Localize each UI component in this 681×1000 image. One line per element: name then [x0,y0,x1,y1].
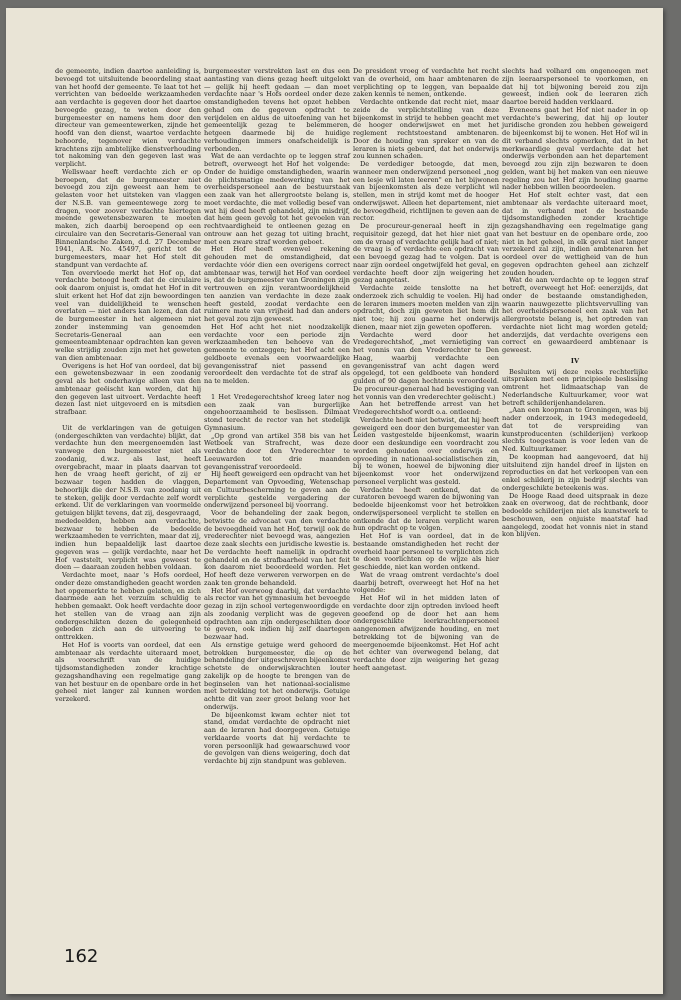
paragraph: Verdachte heeft niet betwist, dat hij heeft geweigerd een door den burgemeester van Leiden vastgestelde bijeenkomst, waarin door een deskundige een voordracht zou worden gehouden over onderwijs en opvoeding in nationaal-socialistischen zin, bij te wonen, hoewel de bijwoning dier bijeenkomst voor het onderwijzend personeel verplicht was gesteld. [353,415,499,486]
paragraph: „Op grond van artikel 358 bis van het Wetboek van Strafrecht, was deze verdachte door den Vrederechter te Leeuwarden tot drie maanden gevangenisstraf veroordeeld. [204,431,350,471]
paragraph: Wellswaar heeft verdachte zich er op beroepen, dat de burgemeester niet bevoegd zou zijn geweest aan hem te gelasten voor het uitsteken van vlaggen der N.S.B. van gemeentewege zorg te dragen, voor zoover verdachte hiertegen meende gewetensbezwaren te moeten maken, zich daarbij beroepend op een circulaire van den Secretaris-Generaal van Binnenlandsche Zaken, d.d. 27 December 1941, A.R. No. 45497, gericht tot de burgemeesters, maar het Hof stelt dit standpunt van verdachte af. [55,167,201,269]
paragraph: De koopman had aangevoerd, dat hij uitsluitend zijn handel dreef in lijsten en reproducties en dat het verkoopen van een enkel schilderij in zijn bedrijf slechts van ondergeschikte beteekenis was. [502,452,648,492]
paragraph: Wat de vraag omtrent verdachte's doel daarbij betreft, overweegt het Hof na het volgende: [353,570,499,595]
paragraph: Wat de aan verdachte op te leggen straf betreft, overweegt het Hof het volgende: Onder de huidige omstandigheden, waarin de plichtsmatige medewerking van het overheidspersoneel aan de bestuurstaak een zaak van het allergrootste belang is, moet verdachte, die met volledig besef van wat hij deed heeft gehandeld, zijn misdrijf, dat hem geen gevolg tot het gevoelen van rechtvaardigheid te ontleenen gezag en ontrouw aan het gezag tot uiting bracht, met een zware straf worden geboet. [204,152,350,246]
text-column-4 [502,68,648,539]
paragraph: De bijeenkomst kwam echter niet tot stand, omdat verdachte de opdracht niet aan de leraren had doorgegeven. Getuige verklaarde voorts dat hij verdachte te voren persoonlijk had gewaarschuwd voor de gevolgen van diens weigering, doch dat verdachte bij zijn standpunt was gebleven. [204,710,350,765]
paragraph: „Aan een koopman te Groningen, was bij nader onderzoek, in 1943 medegedeeld, dat tot de verspreiding van kunstproducenten (schilderijen) verkoop slechts toegestaan is voor leden van de Ned. Kultuurkamer. [502,406,648,453]
paragraph: Het Hof is voorts van oordeel, dat een ambtenaar als verdachte uiteraard moet, als voorschrift van de huidige tijdsomstandigheden zonder krachtige gezagshandhaving een regelmatige gang van het bestuur en de openbare orde in het geheel niet langer zal kunnen worden verzekerd. [55,640,201,703]
text-column-2 [204,68,350,766]
page-number: 162 [64,946,99,967]
paragraph: Wat de aan verdachte op te leggen straf betreft, overweegt het Hof: eenerzijds, dat onder de bestaande omstandigheden, waarin nauwgezette plichtsvervulling van het overheidspersoneel een zaak van het allergrootste belang is, het optreden van verdachte niet licht mag worden geteld; anderzijds, dat verdachte overigens een correct en gewaardeerd ambtenaar is geweest. [502,276,648,354]
paragraph: de gemeente, indien daartoe aanleiding is, bevoegd tot uitsluitende beoordeling staat van het hoofd der gemeente. Te laat tot het verrichten van bedoelde werkzaamheden aan verdachte is gegeven door het daartoe bevoegde gezag, te weten door den burgemeester en namens hem door den directeur van gemeentewerken, zijnde het hoofd van den dienst, waartoe verdachte behoorde, tegenover wien verdachte krachtens zijn ambtelijke dienstverhouding tot nakoming van den gegeven last was verplicht. [55,67,201,168]
paragraph: slechts had volhard om ongenoegen met zijn leeraarspersoneel te voorkomen, en dat hij tot bijwoning bereid zou zijn geweest, indien ook de leeraren zich daartoe bereid hadden verklaard. [502,67,648,106]
paragraph: Voor de behandeling der zaak begon, betwistte de advocaat van den verdachte de bevoegdheid van het Hof, terwijl ook de vrederechter niet bevoegd was, aangezien deze zaak slechts een juridische kwestie is. De verdachte heeft namelijk in opdracht gehandeld en de strafbaarheid van het feit kon daarom niet beoordeeld worden. Het Hof heeft deze verweren verworpen en de zaak ten gronde behandeld. [204,509,350,587]
paragraph: Het Hof is van oordeel, dat in de bestaande omstandigheden het recht der overheid haar personeel te verplichten zich te doen voorlichten op de wijze als hier geschiedde, niet kan worden ontkend. [353,532,499,571]
paragraph: Het Hof wil in het midden laten of verdachte door zijn optreden invloed heeft geoefend op de door het aan hem ondergeschikte leerkrachtenpersoneel aangenomen afwijzende houding, en met betrekking tot de bijwoning van de meergenoemde bijeenkomst. Het Hof acht het echter van overwegend belang, dat verdachte door zijn weigering het gezag heeft aangetast. [353,594,499,672]
section-number: IV [570,356,580,365]
paragraph: De Hooge Raad deed uitspraak in deze zaak en overwoog, dat de rechtbank, door bedoelde schilderijen niet als kunstwerk te beschouwen, een onjuiste maatstaf had aangelegd, zoodat het vonnis niet in stand kon blijven. [502,491,648,539]
paragraph: De procureur-generaal heeft in zijn requisitoir gezegd, dat het hier niet gaat om de vraag of verdachte gelijk had of niet; de vraag is of verdachte een opdracht van een bevoegd gezag had te volgen. Dat is naar zijn oordeel ongetwijfeld het geval, en verdachte heeft door zijn weigering het gezag aangetast. [353,222,499,285]
paragraph: Verdachte heeft ontkend, dat de curatoren bevoegd waren de bijwoning van bedoelde bijeenkomst voor het betrokken onderwijspersoneel verplicht te stellen en ontkende dat de leraren verplicht waren hun opdracht op te volgen. [353,485,499,533]
text-column-3 [353,68,499,673]
paragraph: Verdachte ontkende dat recht niet, maar zeide de verplichtstelling van deze bijeenkomst in strijd te hebben geacht met de hooger onderwijswet en met het reglement rechtstoestand ambtenaren. Door de houding van spreker en van de leraren is niets gebeurd, dat het onderwijs zou kunnen schaden. [353,98,499,161]
paragraph: Verdachte zeide tenslotte na het onderzoek zich schuldig te voelen. Hij had de leraren immers moeten melden van zijn opdracht, doch zijn geweten liet hem dit niet toe; hij zou gaarne het onderwijs dienen, maar niet zijn geweten opofferen. [353,284,499,331]
paragraph: Hij heeft geweigerd een opdracht van het Departement van Opvoeding, Wetenschap en Cultuurbescherming te geven aan de verplichte gestelde vergadering der onderwijzend personeel bij voorrang. [204,470,350,510]
paragraph: Eveneens gaat het Hof niet nader in op verdachte's bewering, dat hij op louter juridische gronden zou hebben geweigerd de bijeenkomst bij te wonen. Het Hof wil in dit verband slechts opmerken, dat in het merkwaardige geval verdachte dat het onderwijs verbonden aan het departement bevoegd zou zijn zijn bezwaren te doen gelden, want bij het maken van een nieuwe regeling zou het Hof zijn houding gaarne nader hebben willen beoordeelen. [502,105,648,192]
paragraph: 1 Het Vredegerechtshof kreeg later nog een zaak van burgerlijke ongehoorzaamheid te beslissen. Dilmaat stond terecht de rector van het stedelijk Gymnasium. [204,392,350,432]
paragraph: Besluiten wij deze reeks rechterlijke uitspraken met een principieele beslissing omtrent het lidmaatschap van de Nederlandsche Kultuurkamer, voor wat betreft schilderijenhandelaren. [502,367,648,407]
paragraph: Ten overvloede merkt het Hof op, dat verdachte betoogd heeft dat de circulaire ook daarom onjuist is, omdat het Hof in dit sluit erkent het Hof dat zijn bewoordingen veel van duidelijkheid te wenschen overlaten — niet anders kan lezen, dan dat de burgemeester in het algemeen niet zonder instemming van genoemden Secretaris-Generaal aan een gemeenteambtenaar opdrachten kan geven welke strijdig zouden zijn met het geweten van dien ambtenaar. [55,268,201,362]
paragraph: Het Hof overwoog daarbij, dat verdachte als rector van het gymnasium het bevoegde gezag in zijn school vertegenwoordigde en als zoodanig verplicht was de gegeven opdrachten aan zijn ondergeschikten door te geven, ook indien hij zelf daartegen bezwaar had. [204,586,350,641]
paragraph: Het Hof heeft evenwel rekening gehouden met de omstandigheid, dat verdachte vóór dien een overigens correct ambtenaar was, terwijl het Hof van oordeel is, dat de burgemeester van Groningen zijn vertrouwen en zijn verantwoordelijkheid ten aanzien van verdachte in deze zaak heeft gesteld, zoodat verdachte een ruimere mate van vrijheid had dan anders het geval zou zijn geweest. [204,245,350,323]
text-column-1 [55,68,201,704]
paragraph: Het Hof stelt echter vast, dat een ambtenaar als verdachte uiteraard moet, dat in verband met de bestaande tijdsomstandigheden zonder krachtige gezagshandhaving een regelmatige gang van het bestuur en de openbare orde, zoo niet in het geheel, in elk geval niet langer verzekerd zal zijn, indien ambtenaren het oordeel over de wettigheid van de hun gegeven opdrachten geheel aan zichzelf zouden houden. [502,191,648,277]
paragraph: De verdediger betoogde, dat men, wanneer men onderwijzend personeel „nog een lesje wil laten leeren" en het bijwonen van bijeenkomsten als deze verplicht wil stellen, men in strijd komt met de hooger onderwijswet. Alleen het departement, niet de bevoegdheid, richtlijnen te geven aan de rector. [353,160,499,223]
paragraph: Het Hof acht het niet noodzakelijk verdachte voor een periode zijn werkzaamheden ten behoeve van de gemeente te ontzeggen; het Hof acht een geldboete evenals een voorwaardelijke gevangenisstraf niet passend en veroordeelt den verdachte tot de straf als na te melden. [204,322,350,385]
paragraph: burgemeester verstrekten last en dus een aantasting van diens gezag heeft uitgelokt — gelijk hij heeft gedaan — dan moet verdachte naar 's Hofs oordeel onder deze omstandigheden tevens het opzet hebben gehad om de gegeven opdracht te verijdelen en aldus de uitoefening van het gemeentelijk gezag te belemmeren, hetgeen daarmede bij de huidige verhoudingen immers onafscheidelijk is verbonden. [204,67,350,153]
paragraph: Verdachte moet, naar 's Hofs oordeel, onder deze omstandigheden geacht worden het opgemerkte te hebben gelaten, en zich daarmede aan het verzuim schuldig te hebben gemaakt. Ook heeft verdachte door het stellen van de vraag aan zijn ondergeschikten dezen de gelegenheid geboden zich aan de uitvoering te onttrekken. [55,571,201,641]
paragraph: Uit de verklaringen van de getuigen (ondergeschikten van verdachte) blijkt, dat verdachte hun den meergenoemden last vanwege den burgemeester niet als zoodanig, d.w.z. als last, heeft overgebracht, maar in plaats daarvan tot hen de vraag heeft gericht, of zij er bezwaar tegen hadden de vlaggen, behoorlijk die der N.S.B. van zoodanig uit te steken, gelijk door verdachte zelf wordt erkend. Uit de verklaringen van voormelde getuigen blijkt tevens, dat zij, desgevraagd, mededeelden, hebben aan verdachte, bezwaar te hebben de bedoelde werkzaamheden te verrichten, maar dat zij, indien hun bepaaldelijk last daartoe gegeven was — gelijk verdachte, naar het Hof vaststelt, verplicht was geweest te doen — daaraan zouden hebben voldaan. [55,423,201,572]
paragraph: De president vroeg of verdachte het recht van de overheid, om haar ambtenaren de verplichting op te leggen, van bepaalde zaken kennis te nemen, ontkende. [353,67,499,99]
paragraph: Verdachte werd door het Vredegerechtshof, „met vernietiging van het vonnis van den Vrederechter te Den Haag, waarbij verdachte een gevangenisstraf van acht dagen werd opgelegd, tot een geldboete van honderd gulden of 90 dagen hechtenis veroordeeld. De procureur-generaal had bevestiging van het vonnis van den vrederechter geëischt.) [353,330,499,401]
paragraph: Als ernstige getuige werd gehoord de betrokken burgemeester, die op de behandeling der uitgeschreven bijeenkomst schetste de onderwijskrachten louter zakelijk op de hoogte te brengen van de beginselen van het nationaal-socialisme met betrekking tot het onderwijs. Getuige achtte dit van zeer groot belang voor het onderwijs. [204,640,350,711]
paragraph: Aan het betreffende arrest van het Vredegerechtshof wordt o.a. ontleend: [353,400,499,416]
book-page [6,8,663,994]
paragraph: Overigens is het Hof van oordeel, dat bij een gewetensbezwaar in een zoodanig geval als het onderhavige alleen van den ambtenaar geëischt kan worden, dat hij den gegeven last uitvoert. Verdachte heeft dezen last niet uitgevoerd en is mitsdien strafbaar. [55,361,201,416]
